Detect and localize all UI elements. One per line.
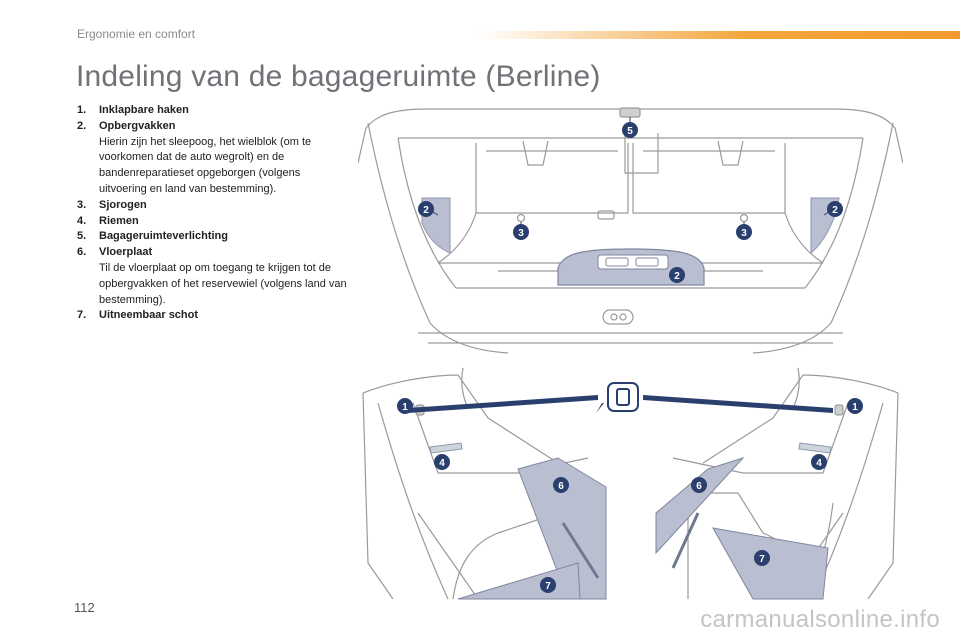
legend-item-4 — [77, 214, 347, 230]
legend-number: 1. — [77, 104, 87, 116]
legend-item-5 — [77, 229, 347, 245]
legend-label: Vloerplaat — [99, 246, 153, 259]
header-accent-rule — [478, 31, 960, 39]
svg-text:3: 3 — [518, 228, 524, 239]
watermark: carmanualsonline.info — [700, 606, 940, 633]
svg-text:4: 4 — [439, 458, 445, 469]
svg-text:7: 7 — [759, 554, 765, 565]
svg-text:2: 2 — [832, 205, 838, 216]
callout-4-left — [434, 454, 450, 470]
legend-number: 7. — [77, 309, 87, 322]
legend-number: 2. — [77, 119, 87, 132]
legend-list — [77, 103, 347, 324]
svg-text:7: 7 — [545, 581, 551, 592]
svg-text:2: 2 — [674, 271, 680, 282]
callout-7-left — [540, 577, 556, 593]
callout-1-right — [847, 398, 863, 414]
svg-text:1: 1 — [852, 402, 858, 413]
legend-label: Opbergvakken — [99, 119, 176, 132]
callout-6-right — [691, 477, 707, 493]
svg-text:5: 5 — [627, 126, 633, 137]
section-label: Ergonomie en comfort — [77, 27, 196, 41]
trunk-corners-illustration — [358, 363, 903, 600]
legend-number: 4. — [77, 214, 87, 227]
callout-6-left — [553, 477, 569, 493]
legend-number: 6. — [77, 246, 87, 259]
legend-label: Riemen — [99, 214, 139, 227]
legend-item-2 — [77, 119, 347, 135]
legend-item-6 — [77, 245, 347, 261]
trunk-rear-view-illustration — [358, 103, 903, 360]
legend-label: Sjorogen — [99, 198, 147, 211]
callout-3-left — [513, 224, 529, 240]
callout-7-right — [754, 550, 770, 566]
svg-text:6: 6 — [696, 481, 702, 492]
page-title: Indeling van de bagageruimte (Berline) — [76, 60, 601, 93]
legend-item-3 — [77, 198, 347, 214]
callout-2-right — [827, 201, 843, 217]
svg-text:6: 6 — [558, 481, 564, 492]
legend-description: Til de vloerplaat op om toegang te krijgen tot de opbergvakken of het reservewiel (volgens land van bestemming). — [99, 261, 347, 306]
svg-text:1: 1 — [402, 402, 408, 413]
callout-2-left — [418, 201, 434, 217]
callout-2-center — [669, 267, 685, 283]
svg-text:2: 2 — [423, 205, 429, 216]
svg-text:3: 3 — [741, 228, 747, 239]
legend-item-7 — [77, 308, 347, 324]
legend-number: 3. — [77, 198, 87, 211]
callout-3-right — [736, 224, 752, 240]
legend-label: Inklapbare haken — [99, 104, 189, 116]
callout-1-left — [397, 398, 413, 414]
legend-label: Bagageruimteverlichting — [99, 230, 228, 243]
callout-5 — [622, 122, 638, 138]
legend-label: Uitneembaar schot — [99, 309, 199, 322]
svg-text:4: 4 — [816, 458, 822, 469]
page-number: 112 — [74, 600, 95, 615]
legend-number: 5. — [77, 230, 87, 243]
legend-description: Hierin zijn het sleepoog, het wielblok (om te voorkomen dat de auto wegrolt) en de bandenreparatieset opgeborgen (volgens uitvoering en land van bestemming). — [99, 135, 312, 195]
legend-item-1 — [77, 103, 347, 119]
callout-4-right — [811, 454, 827, 470]
